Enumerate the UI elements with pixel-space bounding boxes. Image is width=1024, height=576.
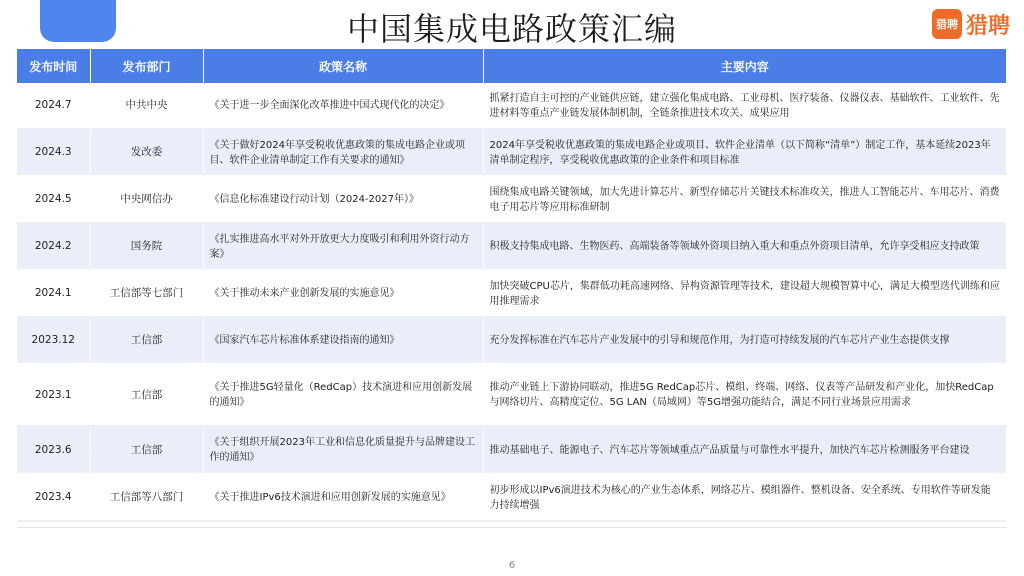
row-content: 推动产业链上下游协同联动，推进5G RedCap芯片、模组、终端、网络、仪表等产品研发和产业化，加快RedCap与网络切片、高精度定位、5G LAN（局域网）等5G增强功能结合，满足不同行业场景应用需求 <box>483 364 1006 426</box>
row-policy-name: 《扎实推进高水平对外开放更大力度吸引和利用外资行动方案》 <box>203 223 483 270</box>
row-department: 工信部 <box>90 426 203 474</box>
brand-logo <box>932 8 1010 40</box>
row-department: 工信部等七部门 <box>90 270 203 317</box>
table-row <box>17 474 1006 521</box>
row-policy-name: 《关于组织开展2023年工业和信息化质量提升与品牌建设工作的通知》 <box>203 426 483 474</box>
table-row <box>17 270 1006 317</box>
header-date: 发布时间 <box>17 49 90 83</box>
row-department: 工信部 <box>90 317 203 364</box>
brand-name: 猎聘 <box>965 13 1010 39</box>
row-content: 抓紧打造自主可控的产业链供应链，建立强化集成电路、工业母机、医疗装备、仪器仪表、基础软件、工业软件、先进材料等重点产业链发展体制机制，全链条推进技术攻关、成果应用 <box>483 83 1006 129</box>
row-department: 发改委 <box>90 129 203 176</box>
row-department: 工信部 <box>90 364 203 426</box>
row-date: 2024.2 <box>17 223 90 270</box>
row-content: 加快突破CPU芯片，集群低功耗高速网络、异构资源管理等技术，建设超大规模智算中心，满足大模型迭代训练和应用推理需求 <box>483 270 1006 317</box>
header-policy-name: 政策名称 <box>203 49 483 83</box>
row-date: 2023.1 <box>17 364 90 426</box>
row-department: 中共中央 <box>90 83 203 129</box>
row-policy-name: 《关于进一步全面深化改革推进中国式现代化的决定》 <box>203 83 483 129</box>
table-row <box>17 364 1006 426</box>
row-date: 2023.6 <box>17 426 90 474</box>
row-content: 2024年享受税收优惠政策的集成电路企业或项目、软件企业清单（以下简称“清单”）制定工作，基本延续2023年清单制定程序，享受税收优惠政策的企业条件和项目标准 <box>483 129 1006 176</box>
row-policy-name: 《关于推进IPv6技术演进和应用创新发展的实施意见》 <box>203 474 483 521</box>
page-number: 6 <box>508 560 516 571</box>
row-content: 充分发挥标准在汽车芯片产业发展中的引导和规范作用，为打造可持续发展的汽车芯片产业生态提供支撑 <box>483 317 1006 364</box>
row-department: 国务院 <box>90 223 203 270</box>
policy-table <box>17 49 1006 522</box>
row-policy-name: 《关于推进5G轻量化（RedCap）技术演进和应用创新发展的通知》 <box>203 364 483 426</box>
row-policy-name: 《信息化标准建设行动计划（2024-2027年）》 <box>203 176 483 223</box>
row-date: 2023.12 <box>17 317 90 364</box>
table-row <box>17 317 1006 364</box>
row-policy-name: 《关于做好2024年享受税收优惠政策的集成电路企业或项目、软件企业清单制定工作有关要求的通知》 <box>203 129 483 176</box>
row-policy-name: 《关于推动未来产业创新发展的实施意见》 <box>203 270 483 317</box>
row-policy-name: 《国家汽车芯片标准体系建设指南的通知》 <box>203 317 483 364</box>
table-row <box>17 176 1006 223</box>
table-header-row <box>17 49 1006 83</box>
row-content: 初步形成以IPv6演进技术为核心的产业生态体系，网络芯片、模组器件、整机设备、安全系统、专用软件等研发能力持续增强 <box>483 474 1006 521</box>
row-date: 2023.4 <box>17 474 90 521</box>
row-department: 中央网信办 <box>90 176 203 223</box>
header-department: 发布部门 <box>90 49 203 83</box>
table-row <box>17 129 1006 176</box>
row-date: 2024.7 <box>17 83 90 129</box>
row-content: 推动基础电子、能源电子、汽车芯片等领域重点产品质量与可靠性水平提升，加快汽车芯片检测服务平台建设 <box>483 426 1006 474</box>
table-row <box>17 426 1006 474</box>
row-department: 工信部等八部门 <box>90 474 203 521</box>
row-date: 2024.5 <box>17 176 90 223</box>
row-date: 2024.3 <box>17 129 90 176</box>
table-row <box>17 83 1006 129</box>
table-row <box>17 223 1006 270</box>
footer-divider <box>17 527 1006 528</box>
header-main-content: 主要内容 <box>483 49 1006 83</box>
row-content: 围绕集成电路关键领域，加大先进计算芯片、新型存储芯片关键技术标准攻关，推进人工智能芯片、车用芯片、消费电子用芯片等应用标准研制 <box>483 176 1006 223</box>
page-title: 中国集成电路政策汇编 <box>346 10 677 48</box>
brand-icon: 猎聘 <box>932 9 962 39</box>
row-content: 积极支持集成电路、生物医药、高端装备等领域外资项目纳入重大和重点外资项目清单，允许享受相应支持政策 <box>483 223 1006 270</box>
row-date: 2024.1 <box>17 270 90 317</box>
